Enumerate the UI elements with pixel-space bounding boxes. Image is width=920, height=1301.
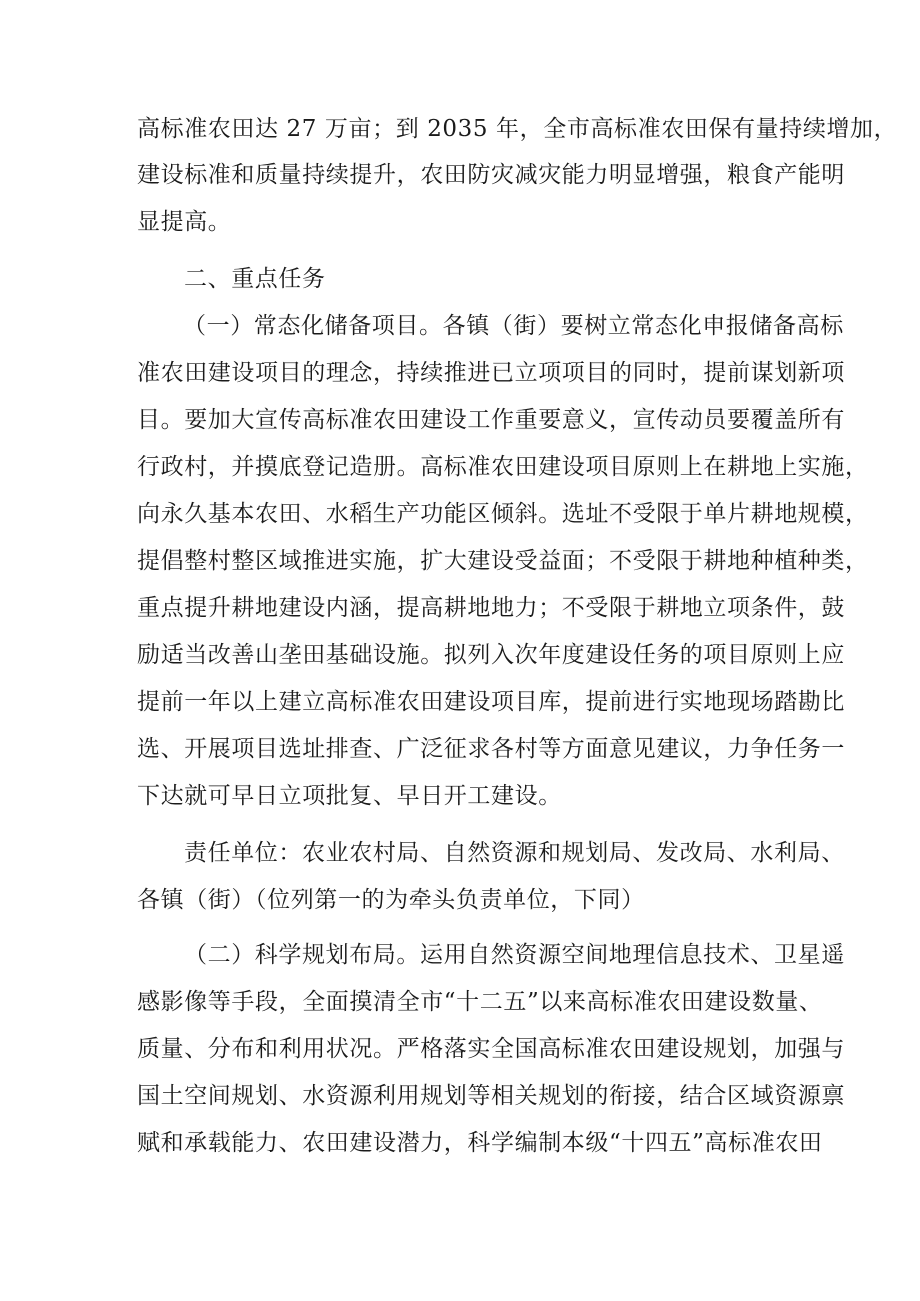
text-line: 下达就可早日立项批复、早日开工建设。	[137, 783, 562, 809]
text-line: 提前一年以上建立高标准农田建设项目库，提前进行实地现场踏勘比	[137, 689, 845, 715]
text-line: 建设标准和质量持续提升，农田防灾减灾能力明显增强，粮食产能明	[137, 162, 845, 188]
text-line: 提倡整村整区域推进实施，扩大建设受益面；不受限于耕地种植种类，	[137, 548, 869, 574]
responsible-units-line: 责任单位：农业农村局、自然资源和规划局、发改局、水利局、	[184, 840, 845, 866]
text-line: 向永久基本农田、水稻生产功能区倾斜。选址不受限于单片耕地规模，	[137, 501, 869, 527]
text-line: （一）常态化储备项目。各镇（街）要树立常态化申报储备高标	[183, 313, 844, 339]
text-line: （二）科学规划布局。运用自然资源空间地理信息技术、卫星遥	[184, 942, 845, 968]
text-line: 各镇（街）（位列第一的为牵头负责单位，下同）	[137, 887, 645, 913]
text-line: 励适当改善山垄田基础设施。拟列入次年度建设任务的项目原则上应	[137, 642, 845, 668]
text-line: 质量、分布和利用状况。严格落实全国高标准农田建设规划，加强与	[137, 1036, 845, 1062]
text-line: 显提高。	[137, 209, 232, 235]
text-line: 准农田建设项目的理念，持续推进已立项项目的同时，提前谋划新项	[137, 360, 845, 386]
text-line: 选、开展项目选址排查、广泛征求各村等方面意见建议，力争任务一	[137, 736, 845, 762]
text-line: 赋和承载能力、农田建设潜力，科学编制本级“十四五”高标准农田	[137, 1130, 823, 1156]
text-line: 行政村，并摸底登记造册。高标准农田建设项目原则上在耕地上实施，	[137, 454, 869, 480]
section-heading: 二、重点任务	[184, 266, 326, 292]
text-line: 高标准农田达 27 万亩；到 2035 年，全市高标准农田保有量持续增加，	[137, 116, 898, 142]
text-line: 重点提升耕地建设内涵，提高耕地地力；不受限于耕地立项条件，鼓	[137, 595, 845, 621]
text-line: 国土空间规划、水资源利用规划等相关规划的衔接，结合区域资源禀	[137, 1083, 845, 1109]
text-line: 目。要加大宣传高标准农田建设工作重要意义，宣传动员要覆盖所有	[137, 407, 845, 433]
text-line: 感影像等手段，全面摸清全市“十二五”以来高标准农田建设数量、	[137, 989, 823, 1015]
